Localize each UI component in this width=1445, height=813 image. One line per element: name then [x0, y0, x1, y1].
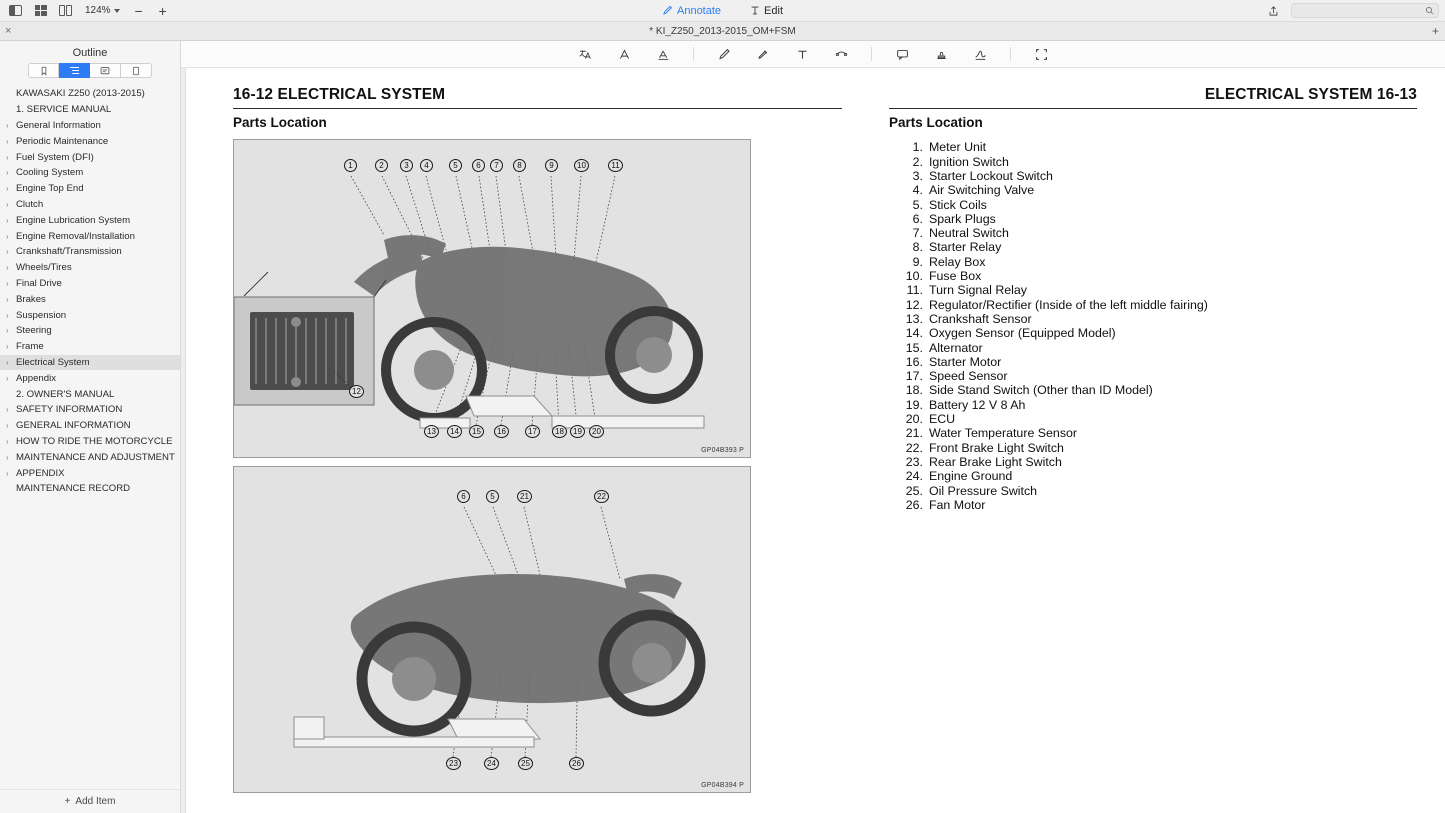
sidebar-item-label: Clutch [16, 198, 44, 210]
callout-6: 6 [472, 159, 485, 172]
zoom-in-button[interactable]: + [158, 2, 167, 19]
parts-list-number: 18. [905, 383, 923, 398]
parts-list-label: Starter Relay [928, 240, 1002, 255]
chevron-right-icon[interactable]: › [6, 136, 9, 146]
chevron-right-icon[interactable]: › [6, 199, 9, 209]
callout-10: 10 [574, 159, 589, 172]
sidebar-item[interactable] [0, 86, 180, 102]
callout-9: 9 [545, 159, 558, 172]
sidebar-item-label: Final Drive [16, 277, 62, 289]
text-cursor-icon [749, 5, 760, 16]
callout-f2-21: 21 [517, 490, 532, 503]
sidebar-item[interactable] [0, 291, 180, 307]
parts-list-label: Engine Ground [928, 469, 1013, 484]
tab-title[interactable]: * KI_Z250_2013-2015_OM+FSM [649, 25, 796, 37]
figure-2-artwork [234, 467, 752, 794]
search-field[interactable] [1291, 3, 1439, 18]
outline-icon [69, 66, 80, 75]
chevron-right-icon[interactable]: › [6, 215, 9, 225]
parts-list-number: 21. [905, 426, 923, 441]
search-input[interactable] [1296, 5, 1421, 17]
sidebar-item-label: Fuel System (DFI) [16, 151, 94, 163]
left-page-header-row [186, 86, 889, 104]
parts-list-number: 10. [905, 269, 923, 284]
sidebar-item[interactable] [0, 133, 180, 149]
chevron-right-icon[interactable]: › [6, 357, 9, 367]
right-page-header-row [889, 86, 1445, 104]
two-page-icon [59, 5, 72, 16]
parts-list-number: 5. [912, 197, 923, 212]
segment-outline[interactable] [59, 63, 90, 78]
title-bar-center-tools [657, 4, 788, 18]
add-item-label: Add Item [75, 796, 116, 807]
callout-f2-6: 6 [457, 490, 470, 503]
parts-list-label: Meter Unit [928, 140, 987, 155]
parts-list-number: 22. [905, 440, 923, 455]
callout-13: 13 [424, 425, 439, 438]
chevron-right-icon[interactable]: › [6, 373, 9, 383]
sidebar-item[interactable] [0, 197, 180, 213]
parts-list-label: Side Stand Switch (Other than ID Model) [928, 383, 1153, 398]
parts-list-label: Crankshaft Sensor [928, 311, 1032, 326]
sidebar-item-label: KAWASAKI Z250 (2013-2015) [16, 88, 145, 100]
parts-list-number: 6. [912, 211, 923, 226]
sidebar-item[interactable] [0, 118, 180, 134]
sidebar-item[interactable] [0, 355, 180, 371]
parts-list-label: Stick Coils [928, 197, 987, 212]
sidebar-item-label: Cooling System [16, 167, 84, 179]
callout-11: 11 [608, 159, 623, 172]
title-bar-right-tools [1264, 3, 1439, 19]
chevron-right-icon[interactable]: › [6, 468, 9, 478]
chevron-down-icon [114, 9, 120, 13]
sidebar-item[interactable] [0, 339, 180, 355]
figure-1-code: GP04B393 P [701, 447, 744, 455]
parts-list-number: 9. [912, 254, 923, 269]
figure-1-artwork [234, 140, 752, 459]
right-header-rule [889, 108, 1417, 109]
parts-list-number: 3. [912, 168, 923, 183]
pen-icon[interactable] [715, 45, 733, 63]
sidebar-item-label: General Information [16, 119, 101, 131]
main-body [0, 41, 1445, 813]
parts-list-label: Rear Brake Light Switch [928, 454, 1062, 469]
thumbnails-button[interactable] [31, 3, 50, 19]
left-page-header: 16-12 ELECTRICAL SYSTEM [233, 86, 446, 103]
parts-list-item [903, 355, 1445, 369]
toolbar-divider-2 [871, 47, 872, 61]
chevron-right-icon[interactable]: › [6, 247, 9, 257]
parts-list-item [903, 155, 1445, 169]
sidebar-item[interactable] [0, 481, 180, 497]
sidebar-item[interactable] [0, 244, 180, 260]
sidebar-item[interactable] [0, 276, 180, 292]
parts-list-item [903, 240, 1445, 254]
left-section-title: Parts Location [233, 115, 327, 131]
page-icon [132, 66, 140, 76]
parts-list-label: Front Brake Light Switch [928, 440, 1064, 455]
chevron-right-icon[interactable]: › [6, 452, 9, 462]
share-icon [1268, 5, 1279, 17]
callout-20: 20 [589, 425, 604, 438]
annotate-label: Annotate [676, 4, 722, 17]
sidebar-item-label: 2. OWNER'S MANUAL [16, 388, 115, 400]
sidebar-item[interactable] [0, 386, 180, 402]
parts-list-number: 14. [905, 326, 923, 341]
page-view-button[interactable] [56, 3, 75, 19]
chevron-right-icon[interactable]: › [6, 120, 9, 130]
parts-list-item [903, 312, 1445, 326]
parts-list-item [903, 484, 1445, 498]
title-bar [0, 0, 1445, 22]
parts-list-number: 26. [905, 497, 923, 512]
chevron-right-icon[interactable]: › [6, 184, 9, 194]
chevron-right-icon[interactable]: › [6, 152, 9, 162]
chevron-right-icon[interactable]: › [6, 405, 9, 415]
annotate-button[interactable] [657, 4, 726, 18]
left-header-rule [233, 108, 842, 109]
segment-pages[interactable] [121, 63, 152, 78]
document-viewer [181, 41, 1445, 813]
sidebar-item[interactable] [0, 260, 180, 276]
parts-list-number: 20. [905, 412, 923, 427]
callout-12: 12 [349, 385, 364, 398]
sidebar-icon [9, 5, 22, 16]
document-tab-bar [0, 22, 1445, 41]
new-tab-button[interactable]: + [1431, 24, 1439, 38]
callout-5: 5 [449, 159, 462, 172]
share-button[interactable] [1264, 3, 1283, 19]
parts-list-label: Ignition Switch [928, 154, 1009, 169]
bookmark-icon [40, 66, 48, 76]
callout-4: 4 [420, 159, 433, 172]
callout-1: 1 [344, 159, 357, 172]
parts-list-item [903, 226, 1445, 240]
chevron-right-icon[interactable]: › [6, 263, 9, 273]
sidebar-item[interactable] [0, 323, 180, 339]
viewer-scroll-area[interactable] [181, 68, 1445, 813]
parts-list-label: Fuse Box [928, 269, 982, 284]
chevron-right-icon[interactable]: › [6, 231, 9, 241]
sidebar-item-label: APPENDIX [16, 467, 65, 479]
parts-list-label: Alternator [928, 340, 983, 355]
callout-8: 8 [513, 159, 526, 172]
sidebar-item[interactable] [0, 212, 180, 228]
parts-list-number: 13. [905, 311, 923, 326]
parts-list-label: Oxygen Sensor (Equipped Model) [928, 326, 1116, 341]
sidebar-item-label: Steering [16, 325, 52, 337]
callout-f2-24: 24 [484, 757, 499, 770]
parts-list-number: 15. [905, 340, 923, 355]
sidebar-item-label: Engine Lubrication System [16, 214, 131, 226]
edit-label: Edit [764, 4, 784, 17]
parts-list-number: 17. [905, 369, 923, 384]
sidebar-item[interactable] [0, 102, 180, 118]
sidebar-item[interactable] [0, 449, 180, 465]
sidebar-item-label: SAFETY INFORMATION [16, 404, 123, 416]
annotation-icon [100, 66, 110, 76]
toolbar-divider-3 [1010, 47, 1011, 61]
callout-2: 2 [375, 159, 388, 172]
chevron-right-icon[interactable]: › [6, 310, 9, 320]
parts-list-item [903, 198, 1445, 212]
sidebar-item-label: Engine Removal/Installation [16, 230, 135, 242]
parts-list-number: 25. [905, 483, 923, 498]
chevron-right-icon[interactable]: › [6, 326, 9, 336]
callout-7: 7 [490, 159, 503, 172]
highlighter-icon[interactable] [754, 45, 772, 63]
parts-list-label: Battery 12 V 8 Ah [928, 397, 1026, 412]
annotation-toolbar [181, 41, 1445, 68]
add-item-button[interactable] [0, 789, 180, 813]
callout-14: 14 [447, 425, 462, 438]
segment-bookmarks[interactable] [28, 63, 59, 78]
sidebar-item-label: Wheels/Tires [16, 262, 72, 274]
figure-parts-location-2 [233, 466, 751, 793]
parts-list-item [903, 140, 1445, 154]
grid-icon [35, 5, 47, 16]
sidebar-item[interactable] [0, 402, 180, 418]
sidebar-item-label: Electrical System [16, 356, 90, 368]
parts-location-list [903, 140, 1445, 512]
callout-f2-5: 5 [486, 490, 499, 503]
page-left [186, 68, 889, 793]
translate-icon[interactable] [576, 45, 594, 63]
parts-list-number: 2. [912, 154, 923, 169]
parts-list-item [903, 469, 1445, 483]
parts-list-item [903, 269, 1445, 283]
callout-17: 17 [525, 425, 540, 438]
sidebar-item[interactable] [0, 434, 180, 450]
chevron-right-icon[interactable]: › [6, 421, 9, 431]
fullscreen-icon[interactable] [1032, 45, 1050, 63]
sidebar-item[interactable] [0, 165, 180, 181]
parts-list-item [903, 255, 1445, 269]
callout-19: 19 [570, 425, 585, 438]
sidebar-item-label: Periodic Maintenance [16, 135, 109, 147]
shape-icon[interactable] [832, 45, 850, 63]
sidebar-item-label: GENERAL INFORMATION [16, 420, 131, 432]
page-right [889, 68, 1445, 793]
sidebar-toggle-button[interactable] [6, 3, 25, 19]
parts-list-label: Spark Plugs [928, 211, 996, 226]
sidebar-item-label: Engine Top End [16, 183, 84, 195]
zoom-out-button[interactable]: − [134, 2, 143, 19]
parts-list-label: Water Temperature Sensor [928, 426, 1078, 441]
sidebar-item-label: Crankshaft/Transmission [16, 246, 122, 258]
parts-list-number: 24. [905, 469, 923, 484]
parts-list-label: Turn Signal Relay [928, 283, 1027, 298]
right-section-title: Parts Location [888, 115, 983, 131]
parts-list-label: ECU [928, 412, 956, 427]
parts-list-item [903, 341, 1445, 355]
parts-list-item [903, 441, 1445, 455]
parts-list-number: 1. [912, 140, 923, 155]
chevron-right-icon[interactable]: › [6, 436, 9, 446]
callout-f2-23: 23 [446, 757, 461, 770]
parts-list-number: 19. [905, 397, 923, 412]
figure-2-code: GP04B394 P [701, 782, 744, 790]
title-bar-left-tools [6, 3, 172, 19]
callout-f2-22: 22 [594, 490, 609, 503]
chevron-right-icon[interactable]: › [6, 168, 9, 178]
parts-list-label: Speed Sensor [928, 369, 1008, 384]
parts-list-item [903, 412, 1445, 426]
parts-list-number: 23. [905, 454, 923, 469]
chevron-right-icon[interactable]: › [6, 278, 9, 288]
text-style-icon[interactable] [615, 45, 633, 63]
parts-list-label: Neutral Switch [928, 226, 1009, 241]
sidebar-item-label: Suspension [16, 309, 67, 321]
parts-list-label: Oil Pressure Switch [928, 483, 1038, 498]
sidebar-item[interactable] [0, 181, 180, 197]
sidebar-item[interactable] [0, 228, 180, 244]
sidebar-item-label: MAINTENANCE RECORD [16, 483, 131, 495]
zoom-level-selector[interactable] [81, 4, 124, 17]
chevron-right-icon[interactable]: › [6, 342, 9, 352]
chevron-right-icon[interactable]: › [6, 294, 9, 304]
parts-list-number: 7. [912, 226, 923, 241]
pencil-icon [662, 5, 673, 16]
parts-list-label: Starter Motor [928, 354, 1002, 369]
right-page-header: ELECTRICAL SYSTEM 16-13 [1204, 86, 1417, 103]
toolbar-divider [693, 47, 694, 61]
parts-list-label: Relay Box [928, 254, 986, 269]
parts-list-item [903, 426, 1445, 440]
segment-annotations[interactable] [90, 63, 121, 78]
callout-3: 3 [400, 159, 413, 172]
pages-container [186, 68, 1445, 813]
signature-icon[interactable] [971, 45, 989, 63]
parts-list-item [903, 369, 1445, 383]
parts-list-item [903, 283, 1445, 297]
parts-list-number: 12. [905, 297, 923, 312]
note-icon[interactable] [893, 45, 911, 63]
callout-16: 16 [494, 425, 509, 438]
parts-list-number: 11. [906, 283, 923, 298]
callout-15: 15 [469, 425, 484, 438]
parts-list-item [903, 169, 1445, 183]
text-box-icon[interactable] [793, 45, 811, 63]
parts-list-item [903, 455, 1445, 469]
edit-button[interactable] [744, 4, 788, 18]
sidebar-item[interactable] [0, 418, 180, 434]
parts-list-number: 4. [912, 183, 923, 198]
sidebar-item[interactable] [0, 370, 180, 386]
sidebar-item-label: MAINTENANCE AND ADJUSTMENT [16, 451, 175, 463]
sidebar-title: Outline [72, 47, 108, 59]
parts-list-label: Regulator/Rectifier (Inside of the left middle fairing) [928, 297, 1208, 312]
callout-f2-26: 26 [569, 757, 584, 770]
sidebar-item[interactable] [0, 149, 180, 165]
parts-list-number: 8. [912, 240, 923, 255]
figure-parts-location-1 [233, 139, 751, 458]
sidebar-item-label: HOW TO RIDE THE MOTORCYCLE [16, 435, 173, 447]
outline-list[interactable] [0, 84, 180, 789]
sidebar-item[interactable] [0, 465, 180, 481]
page-spread [186, 68, 1445, 793]
sidebar-item-label: 1. SERVICE MANUAL [16, 104, 112, 116]
plus-icon: + [64, 796, 71, 807]
parts-list-item [903, 498, 1445, 512]
stamp-icon[interactable] [932, 45, 950, 63]
sidebar-item-label: Appendix [16, 372, 57, 384]
parts-list-item [903, 212, 1445, 226]
search-icon [1425, 6, 1434, 15]
parts-list-label: Air Switching Valve [928, 183, 1035, 198]
callout-f2-25: 25 [518, 757, 533, 770]
parts-list-label: Fan Motor [928, 497, 986, 512]
parts-list-number: 16. [905, 354, 923, 369]
parts-list-item [903, 298, 1445, 312]
sidebar-item-label: Frame [16, 341, 44, 353]
sidebar-item[interactable] [0, 307, 180, 323]
sidebar-segmented-control [0, 63, 180, 84]
sidebar-item-label: Brakes [16, 293, 46, 305]
parts-list-item [903, 383, 1445, 397]
callout-18: 18 [552, 425, 567, 438]
sidebar [0, 41, 181, 813]
close-tab-button[interactable]: × [5, 24, 12, 37]
text-clear-icon[interactable] [654, 45, 672, 63]
parts-list-item [903, 326, 1445, 340]
zoom-level-value: 124% [85, 5, 111, 16]
parts-list-item [903, 398, 1445, 412]
parts-list-label: Starter Lockout Switch [928, 168, 1053, 183]
parts-list-item [903, 183, 1445, 197]
